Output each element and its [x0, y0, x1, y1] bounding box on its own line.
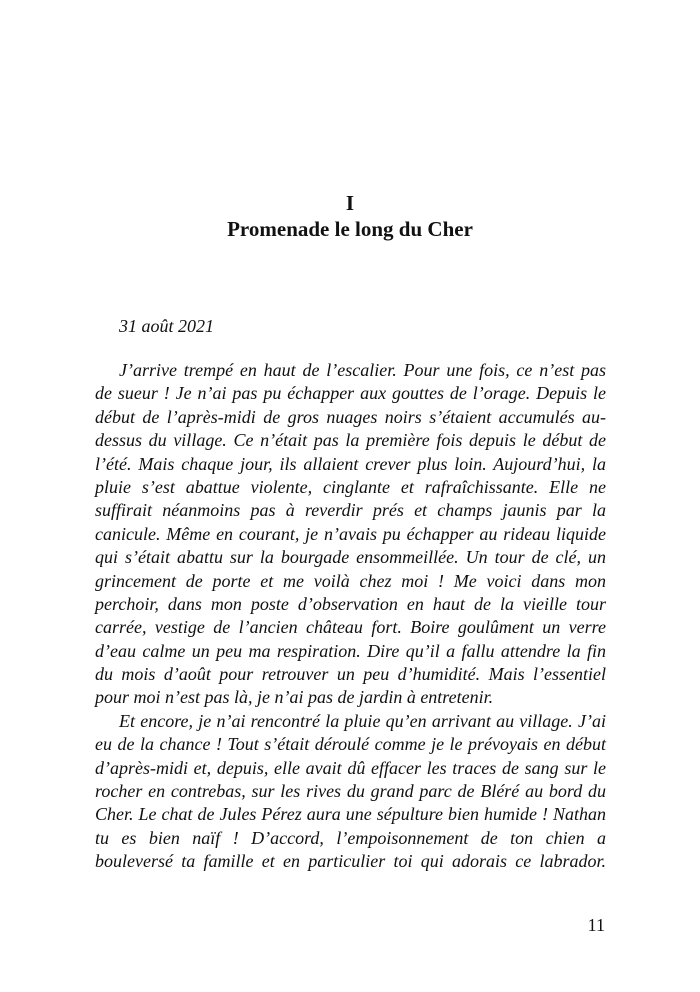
text-line: du mois d’août pour retrouver un peu d’humidité. Mais l’essentiel [95, 664, 606, 685]
text-line: tu es bien naïf ! D’accord, l’empoisonnement de ton chien a [95, 827, 606, 848]
text-line: suffirait néanmoins pas à reverdir prés et champs jaunis par la [95, 500, 606, 521]
text-line: début de l’après-midi de gros nuages noirs s’étaient accumulés au- [95, 406, 606, 427]
text-line: pour moi n’est pas là, je n’ai pas de jardin à entretenir. [95, 687, 494, 708]
text-line: d’eau calme un peu ma respiration. Dire qu’il a fallu attendre la fin [95, 640, 606, 661]
text-line: l’été. Mais chaque jour, ils allaient crever plus loin. Aujourd’hui, la [95, 453, 606, 474]
text-line: perchoir, dans mon poste d’observation en haut de la vieille tour [95, 593, 606, 614]
text-line: J’arrive trempé en haut de l’escalier. Pour une fois, ce n’est pas [119, 360, 606, 380]
text-line: rocher en contrebas, sur les rives du grand parc de Bléré au bord du [95, 781, 606, 802]
date-line: 31 août 2021 [119, 316, 215, 336]
text-line: Et encore, je n’ai rencontré la pluie qu’en arrivant au village. J’ai [119, 710, 606, 731]
chapter-number: I [345, 191, 355, 215]
text-line: eu de la chance ! Tout s’était déroulé comme je le prévoyais en début [95, 734, 606, 755]
text-line: d’après-midi et, depuis, elle avait dû effacer les traces de sang sur le [95, 757, 606, 778]
page-number: 11 [587, 915, 605, 935]
text-line: qui s’était abattu sur la bourgade ensommeillée. Un tour de clé, un [95, 547, 606, 568]
body-text [95, 359, 606, 874]
chapter-title: Promenade le long du Cher [227, 217, 473, 241]
text-line: bouleversé ta famille et en particulier toi qui adorais ce labrador. [95, 851, 606, 872]
text-line: grincement de porte et me voilà chez moi ! Me voici dans mon [95, 570, 606, 591]
text-line: pluie s’est abattue violente, cinglante et rafraîchissante. Elle ne [95, 476, 606, 497]
text-line: Cher. Le chat de Jules Pérez aura une sépulture bien humide ! Nathan [95, 804, 606, 825]
text-line: canicule. Même en courant, je n’avais pu échapper au rideau liquide [95, 523, 606, 544]
text-line: carrée, vestige de l’ancien château fort. Boire goulûment un verre [95, 617, 606, 638]
text-line: dessus du village. Ce n’était pas la première fois depuis le début de [95, 430, 606, 451]
text-line: de sueur ! Je n’ai pas pu échapper aux gouttes de l’orage. Depuis le [95, 383, 606, 404]
